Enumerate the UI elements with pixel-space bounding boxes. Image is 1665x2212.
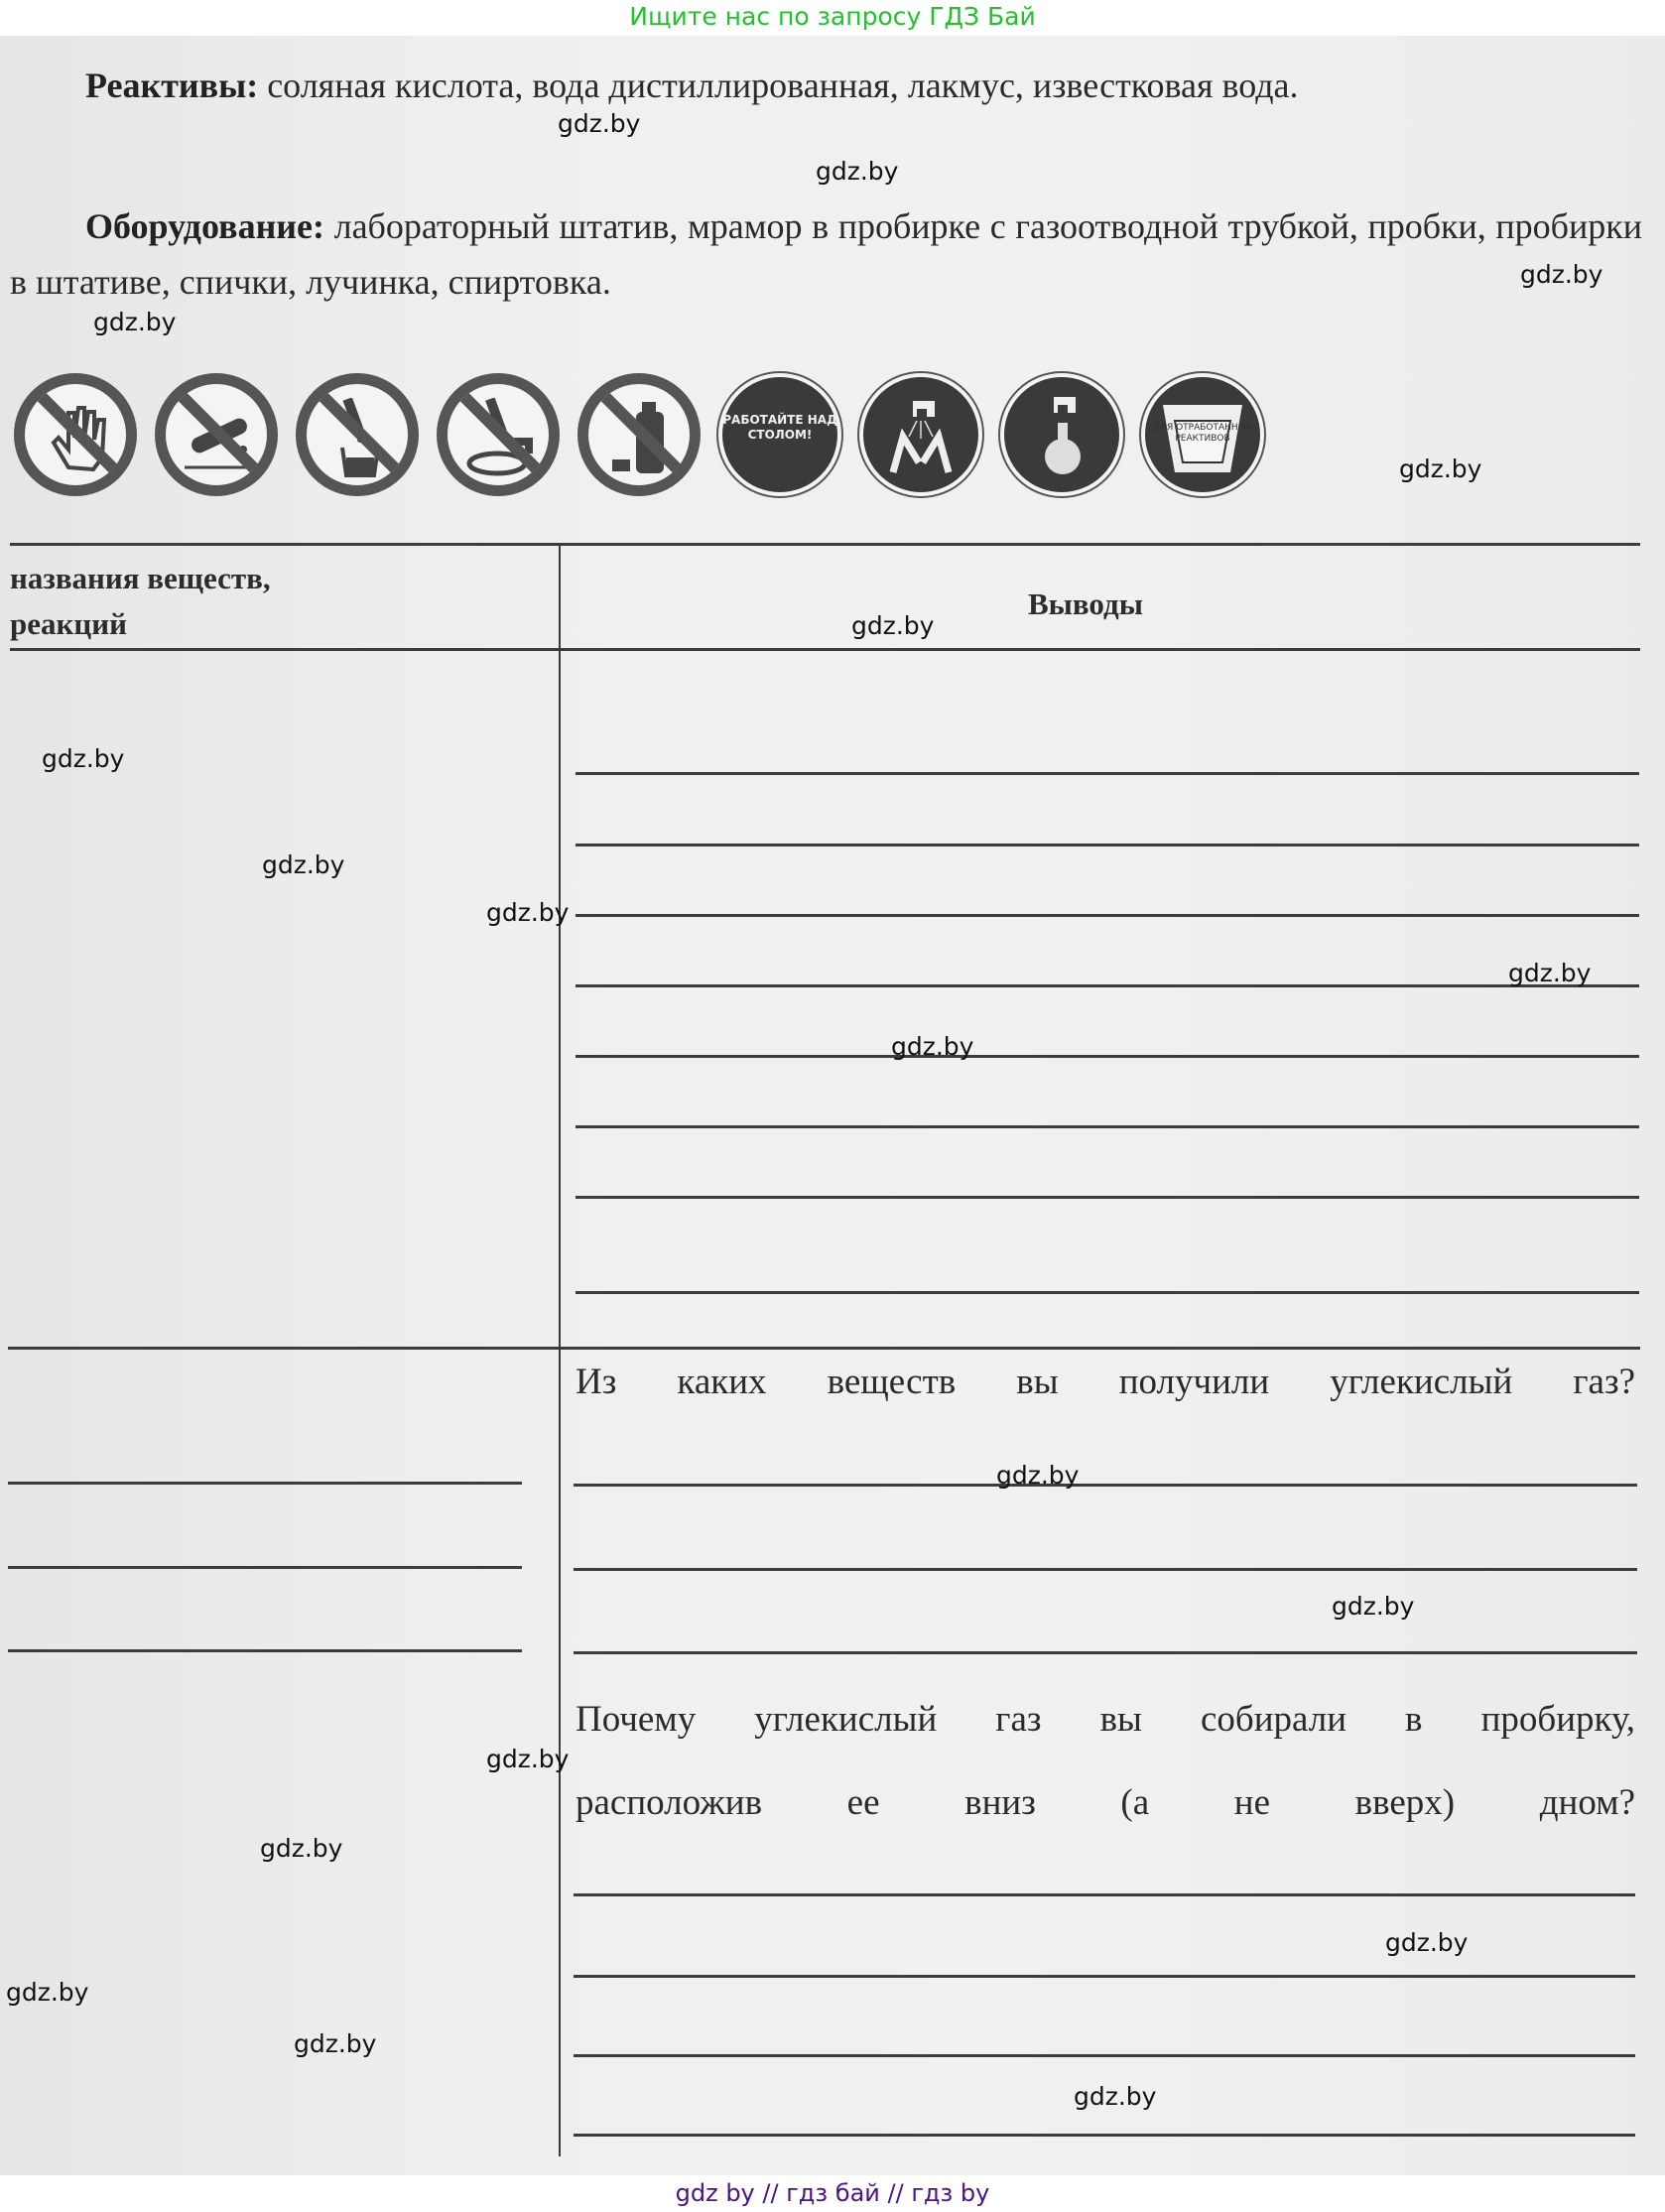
watermark: gdz.by: [486, 898, 570, 927]
rinse-flask-icon: [1000, 373, 1123, 496]
question-2-line-2: расположив ее вниз (а не вверх) дном?: [576, 1782, 1635, 1823]
table-top-border: [10, 543, 1640, 546]
question-1-answer-line[interactable]: [574, 1568, 1637, 1571]
no-taste-bottle-icon: [577, 373, 701, 496]
answer-line[interactable]: [576, 844, 1639, 846]
bottom-banner: gdz by // гдз бай // гдз by: [0, 2175, 1665, 2212]
column-header-substances-line1: названия веществ,: [10, 561, 271, 595]
no-spill-test-tube-icon: [155, 373, 278, 496]
left-answer-line[interactable]: [8, 1482, 522, 1485]
watermark: gdz.by: [1399, 455, 1482, 483]
watermark: gdz.by: [1385, 1928, 1469, 1957]
table-column-divider: [559, 544, 561, 2156]
left-answer-line[interactable]: [8, 1566, 522, 1569]
watermark: gdz.by: [1508, 959, 1592, 987]
watermark: gdz.by: [42, 744, 125, 773]
column-header-conclusions: Выводы: [1028, 586, 1143, 621]
column-header-substances-line2: реакций: [10, 606, 127, 641]
equipment-paragraph: [10, 198, 1642, 310]
table-row-separator: [8, 1347, 1640, 1350]
answer-line[interactable]: [576, 984, 1639, 987]
answer-line[interactable]: [576, 772, 1639, 775]
watermark: gdz.by: [1332, 1592, 1415, 1621]
watermark: gdz.by: [1074, 2082, 1157, 2111]
left-answer-line[interactable]: [8, 1649, 522, 1652]
table-header-bottom-border: [10, 648, 1640, 651]
answer-line[interactable]: [576, 1196, 1639, 1199]
watermark: gdz.by: [996, 1461, 1080, 1490]
watermark: gdz.by: [294, 2029, 377, 2058]
question-1: Из каких веществ вы получили углекислый газ?: [576, 1362, 1635, 1402]
question-2-answer-line[interactable]: [574, 1975, 1635, 1978]
wash-hands-icon: [859, 373, 982, 496]
reagents-paragraph: [10, 58, 1642, 113]
equipment-label: Оборудование:: [85, 206, 325, 246]
question-2-answer-line[interactable]: [574, 2134, 1635, 2137]
no-pour-into-sink-icon: [437, 373, 560, 496]
answer-line[interactable]: [576, 1055, 1639, 1058]
equipment-text: лабораторный штатив, мрамор в пробирке с газоотводной трубкой, пробки, пробирки в штативе, спички, лучинка, спиртовка.: [10, 206, 1642, 302]
answer-line[interactable]: [576, 1291, 1639, 1294]
safety-icons-row: [14, 373, 1284, 496]
watermark: gdz.by: [891, 1032, 974, 1061]
watermark: gdz.by: [260, 1834, 343, 1863]
reagents-text: соляная кислота, вода дистиллированная, лакмус, известковая вода.: [258, 65, 1299, 105]
top-banner: Ищите нас по запросу ГДЗ Бай: [629, 2, 1036, 31]
watermark: gdz.by: [486, 1745, 570, 1773]
no-pour-into-glass-icon: [296, 373, 419, 496]
question-2-line-1: Почему углекислый газ вы собирали в пробирку,: [576, 1699, 1635, 1740]
watermark: gdz.by: [851, 611, 935, 640]
watermark: gdz.by: [558, 109, 641, 138]
work-over-table-icon: [718, 373, 841, 496]
answer-line[interactable]: [576, 914, 1639, 917]
question-2-answer-line[interactable]: [574, 1893, 1635, 1896]
watermark: gdz.by: [93, 308, 177, 336]
answer-line[interactable]: [576, 1125, 1639, 1128]
watermark: gdz.by: [6, 1978, 89, 2007]
watermark: gdz.by: [816, 157, 899, 186]
watermark: gdz.by: [1520, 260, 1603, 289]
question-1-answer-line[interactable]: [574, 1484, 1637, 1487]
workbook-page: [0, 36, 1665, 2175]
question-1-answer-line[interactable]: [574, 1651, 1637, 1654]
waste-reagents-label: ДЛЯ ОТРАБОТАННЫХ РЕАКТИВОВ: [1153, 423, 1252, 444]
reagents-label: Реактивы:: [85, 65, 259, 105]
work-over-table-label: РАБОТАЙТЕ НАД СТОЛОМ!: [722, 413, 837, 442]
no-touch-hand-icon: [14, 373, 137, 496]
waste-reagents-container-icon: [1141, 373, 1264, 496]
question-2-answer-line[interactable]: [574, 2054, 1635, 2057]
watermark: gdz.by: [262, 850, 345, 879]
column-header-substances: [10, 556, 271, 647]
